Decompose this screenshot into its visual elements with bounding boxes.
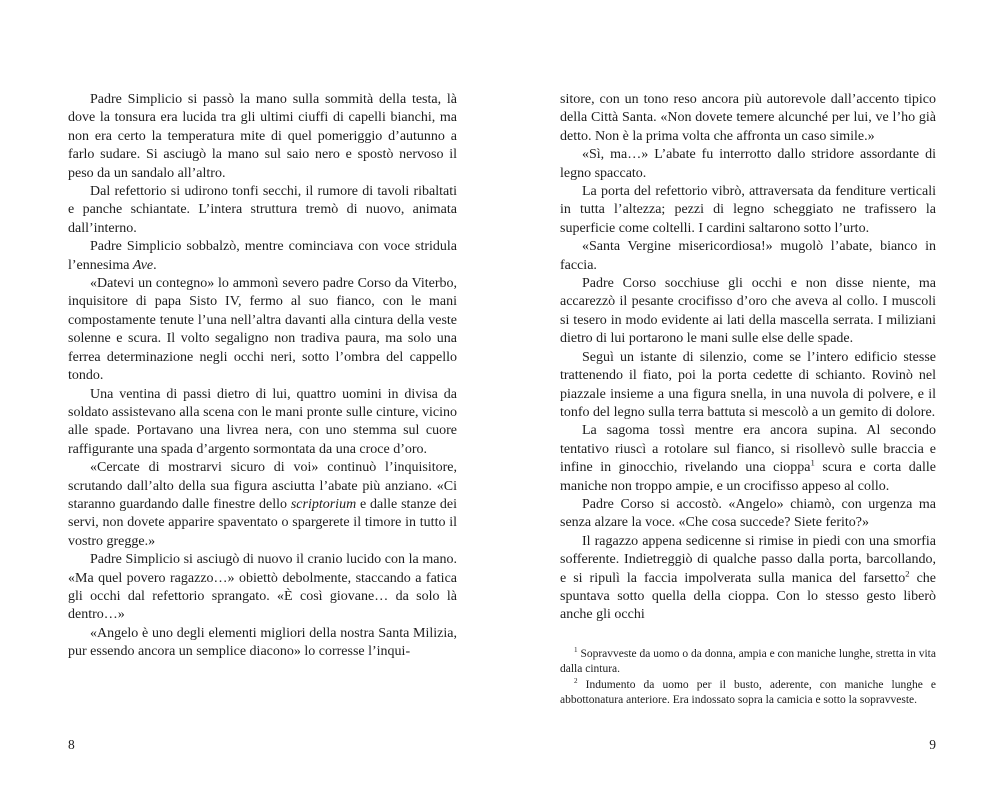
page-left xyxy=(68,91,457,771)
paragraph: Padre Simplicio si asciugò di nuovo il cranio lucido con la mano. «Ma quel povero ragazzo…» obiettò debolmente, staccando a fatica gli occhi dal refettorio sprangato. «È così giovane… da solo là dentro…» xyxy=(68,552,457,623)
paragraph: «Sì, ma…» L’abate fu interrotto dallo stridore assordante di legno spaccato. xyxy=(560,147,936,181)
page-right xyxy=(560,91,936,771)
page-text-left xyxy=(68,91,457,662)
footnote-marker: 2 xyxy=(574,676,578,685)
paragraph: Padre Corso si accostò. «Angelo» chiamò, con urgenza ma senza alzare la voce. «Che cosa succede? Siete ferito?» xyxy=(560,496,936,531)
paragraph: Dal refettorio si udirono tonfi secchi, il rumore di tavoli ribaltati e panche schiantate. L’intera struttura tremò di nuovo, animata dall’interno. xyxy=(68,184,457,236)
italic-text: scriptorium xyxy=(290,496,357,512)
paragraph: Una ventina di passi dietro di lui, quattro uomini in divisa da soldato assistevano alla scena con le mani pronte sulle cinture, vicino alle spade. Portavano una livrea nera, con uno stemma sul cuore raffigurante una spada d’argento sormontata da una croce d’oro. xyxy=(68,386,457,457)
footnote: $^2$ Indumento da uomo per il busto, aderente, con maniche lunghe e abbottonatura anteriore. Era indossato sopra la camicia e sotto la sopravveste. xyxy=(560,676,936,706)
paragraph: «Angelo è uno degli elementi migliori della nostra Santa Milizia, pur essendo ancora un semplice diacono» lo corresse l’inqui- xyxy=(68,625,457,660)
paragraph: sitore, con un tono reso ancora più autorevole dall’accento tipico della Città Santa. «Non dovete temere alcunché per lui, ve l’ho già detto. Non è la prima volta che affronta un caso simile.» xyxy=(560,92,936,144)
paragraph: Padre Corso socchiuse gli occhi e non disse niente, ma accarezzò il pesante crocifisso d’oro che aveva al collo. I muscoli si tesero in modo evidente ai lati della mascella serrata. I miliziani dietro di lui portarono le mani sulle else delle spade. xyxy=(560,276,936,347)
footnote-marker: 2 xyxy=(905,567,910,578)
paragraph: «Cercate di mostrarvi sicuro di voi» continuò l’inquisitore, scrutando dall’alto della sua figura asciutta l’abate più anziano. «Ci staranno guardando dalle finestre dello scriptorium e dalle stanze dei servi, non dovete apparire spaventato o spargerete il timore in tutto il vostro gregge.» xyxy=(68,460,457,549)
paragraph: «Datevi un contegno» lo ammonì severo padre Corso da Viterbo, inquisitore di papa Sisto IV, fermo al suo fianco, con le mani compostamente tenute l’una nell’altra davanti alla cintura della veste solenne e scura. Il volto segaligno non tradiva paura, ma solo una ferrea determinazione negli occhi neri, sotto l’ombra del cappello tondo. xyxy=(68,276,457,384)
paragraph: Seguì un istante di silenzio, come se l’intero edificio stesse trattenendo il fiato, poi la porta cedette di schianto. Rovinò nel piazzale insieme a una figura snella, in una nuvola di polvere, e il tonfo del legno sulla terra battuta si mescolò a un gemito di dolore. xyxy=(560,349,936,420)
paragraph: La porta del refettorio vibrò, attraversata da fenditure verticali in tutta l’altezza; pezzi di legno scheggiato ne trafissero la superficie come coltelli. I cardini saltarono sotto l’urto. xyxy=(560,184,936,236)
paragraph: Padre Simplicio sobbalzò, mentre cominciava con voce stridula l’ennesima Ave. xyxy=(68,239,457,273)
footnote-marker: 1 xyxy=(574,645,578,654)
page-number-left: 8 xyxy=(68,737,75,752)
page-number-right: 9 xyxy=(929,737,936,752)
paragraph: Padre Simplicio si passò la mano sulla sommità della testa, là dove la tonsura era lucida tra gli ultimi ciuffi di capelli bianchi, ma non era certo la temperatura mite di quel pomeriggio d’autunno a farlo sudare. Si asciugò la mano sul saio nero e spostò nervoso il peso da un sandalo all’altro. xyxy=(68,92,457,181)
page-text-right xyxy=(560,91,936,625)
paragraph: Il ragazzo appena sedicenne si rimise in piedi con una smorfia sofferente. Indietreggiò di qualche passo dalla porta, barcollando, e si ripulì la faccia impolverata sulla manica del farsetto$^2$ che spuntava sotto quella della cioppa. Con lo stesso gesto liberò anche gli occhi xyxy=(560,533,936,623)
paragraph: «Santa Vergine misericordiosa!» mugolò l’abate, bianco in faccia. xyxy=(560,239,936,273)
italic-text: Ave xyxy=(132,257,154,273)
footnotes xyxy=(560,647,936,709)
footnote: $^1$ Sopravveste da uomo o da donna, ampia e con maniche lunghe, stretta in vita dalla cintura. xyxy=(560,645,936,676)
paragraph: La sagoma tossì mentre era ancora supina. Al secondo tentativo riuscì a rotolare sul fianco, si risollevò sulle braccia e infine in ginocchio, rivelando una cioppa$^1$ scura e corta dalle maniche non troppo ampie, e un crocifisso appeso al collo. xyxy=(560,423,936,494)
footnote-marker: 1 xyxy=(810,457,815,468)
